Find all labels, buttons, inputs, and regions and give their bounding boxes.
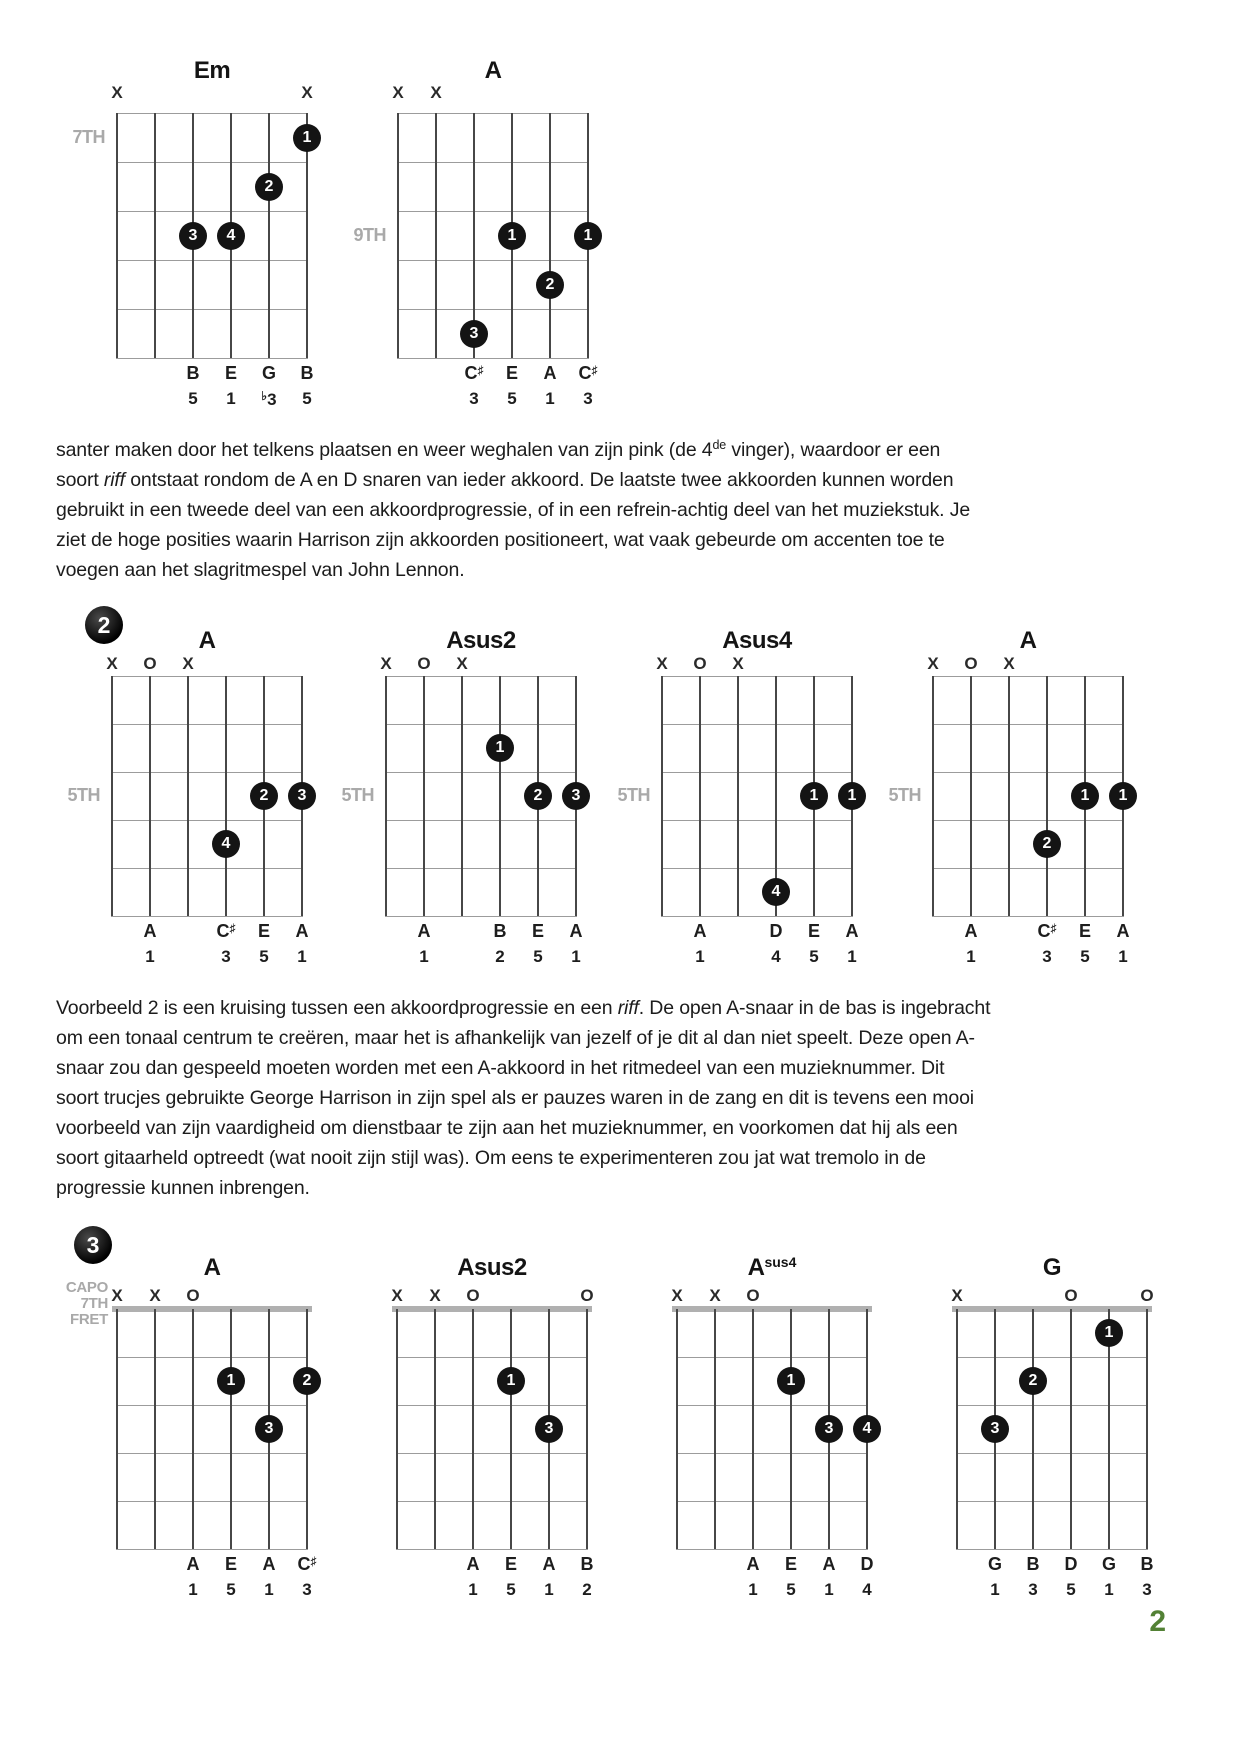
chord-title: A xyxy=(1019,627,1037,654)
fret-line xyxy=(116,1501,308,1502)
fret-position-label: 5TH xyxy=(888,785,921,805)
note-name: E xyxy=(807,921,820,941)
string-line xyxy=(306,1309,308,1549)
fret-line xyxy=(111,868,303,869)
interval-number: 5 xyxy=(507,389,517,408)
note-name: B xyxy=(300,363,314,383)
fret-line xyxy=(676,1405,868,1406)
finger-dot: 2 xyxy=(1019,1367,1047,1395)
fret-line xyxy=(676,1453,868,1454)
fret-line xyxy=(676,1549,868,1550)
interval-number: 5 xyxy=(786,1580,796,1599)
note-name: E xyxy=(784,1554,797,1574)
finger-dot: 1 xyxy=(574,222,602,250)
note-name: A xyxy=(1116,921,1130,941)
interval-number: 3 xyxy=(1042,947,1052,966)
fret-position-label: 9TH xyxy=(353,224,386,245)
interval-number: 5 xyxy=(1080,947,1090,966)
note-name: E xyxy=(224,1554,237,1574)
text-segment: riff xyxy=(103,469,125,491)
finger-dot: 3 xyxy=(288,782,316,810)
string-line xyxy=(737,676,739,916)
fret-line xyxy=(956,1357,1148,1358)
chord-title: A xyxy=(203,1254,221,1281)
fret-line xyxy=(396,1549,588,1550)
open-string-mark: O xyxy=(1140,1286,1154,1305)
fret-line xyxy=(116,1453,308,1454)
open-string-mark: O xyxy=(186,1286,200,1305)
string-line xyxy=(385,676,387,916)
finger-dot: 4 xyxy=(212,830,240,858)
note-name: A xyxy=(295,921,309,941)
string-line xyxy=(970,676,972,916)
note-name: A xyxy=(693,921,707,941)
fret-line xyxy=(385,724,577,725)
note-name: A xyxy=(186,1554,200,1574)
string-line xyxy=(187,676,189,916)
finger-dot: 2 xyxy=(1033,830,1061,858)
muted-string-mark: X xyxy=(429,1286,441,1305)
fret-position-label: 7TH xyxy=(72,126,105,147)
muted-string-mark: X xyxy=(456,654,468,673)
muted-string-mark: X xyxy=(149,1286,161,1305)
text-line xyxy=(56,465,970,495)
string-line xyxy=(154,113,156,358)
note-name: A xyxy=(417,921,431,941)
note-name: C♯ xyxy=(216,921,236,941)
note-name: A xyxy=(466,1554,480,1574)
text-line xyxy=(56,495,970,525)
note-name: A xyxy=(542,1554,556,1574)
text-segment: progressie kunnen inbrengen. xyxy=(56,1177,310,1199)
capo-bar xyxy=(392,1306,592,1312)
note-name: A xyxy=(569,921,583,941)
interval-number: 1 xyxy=(847,947,857,966)
muted-string-mark: X xyxy=(106,654,118,673)
muted-string-mark: X xyxy=(927,654,939,673)
fret-line xyxy=(397,162,589,163)
fret-line xyxy=(116,309,308,310)
finger-dot: 1 xyxy=(1095,1319,1123,1347)
muted-string-mark: X xyxy=(732,654,744,673)
interval-number: 5 xyxy=(533,947,543,966)
capo-bar xyxy=(952,1306,1152,1312)
string-line xyxy=(116,1309,118,1549)
interval-number: 4 xyxy=(771,947,781,966)
finger-dot: 2 xyxy=(536,271,564,299)
page-number: 2 xyxy=(1149,1605,1166,1638)
finger-dot: 1 xyxy=(777,1367,805,1395)
open-string-mark: O xyxy=(417,654,431,673)
fret-line xyxy=(116,113,308,114)
fret-line xyxy=(111,772,303,773)
open-string-mark: O xyxy=(964,654,978,673)
interval-number: 1 xyxy=(145,947,155,966)
note-name: G xyxy=(1101,1554,1116,1574)
fret-line xyxy=(385,820,577,821)
interval-number: 1 xyxy=(1104,1580,1114,1599)
finger-dot: 3 xyxy=(562,782,590,810)
fret-line xyxy=(396,1405,588,1406)
finger-dot: 1 xyxy=(217,1367,245,1395)
string-line xyxy=(790,1309,792,1549)
paragraph xyxy=(56,430,970,585)
text-segment: ontstaat rondom de A en D snaren van ieder akkoord. De laatste twee akkoorden kunnen worden xyxy=(124,469,954,491)
chord-title: Asus4 xyxy=(722,627,792,654)
string-line xyxy=(714,1309,716,1549)
fret-line xyxy=(396,1357,588,1358)
text-segment: voegen aan het slagritmespel van John Lennon. xyxy=(56,559,465,581)
interval-number: 3 xyxy=(469,389,479,408)
interval-number: 5 xyxy=(506,1580,516,1599)
note-name: B xyxy=(1140,1554,1154,1574)
fret-line xyxy=(932,724,1124,725)
fret-line xyxy=(956,1549,1148,1550)
text-segment: santer maken door het telkens plaatsen en weer weghalen van zijn pink (de 4 xyxy=(56,439,713,461)
muted-string-mark: X xyxy=(392,83,404,102)
string-line xyxy=(397,113,399,358)
string-line xyxy=(932,676,934,916)
note-name: G xyxy=(987,1554,1002,1574)
text-segment: riff xyxy=(617,997,639,1019)
text-segment: ziet de hoge posities waarin Harrison zijn akkoorden positioneert, wat vaak gebeurde om accenten toe te xyxy=(56,529,945,551)
interval-number: ♭3 xyxy=(261,389,277,409)
chord-title: Em xyxy=(193,57,231,84)
fret-line xyxy=(111,724,303,725)
finger-dot: 3 xyxy=(255,1415,283,1443)
text-segment: . De open A-snaar in de bas is ingebracht xyxy=(638,997,991,1019)
text-segment: soort xyxy=(56,469,104,491)
string-line xyxy=(149,676,151,916)
fret-line xyxy=(396,1501,588,1502)
string-line xyxy=(396,1309,398,1549)
finger-dot: 2 xyxy=(524,782,552,810)
note-name: E xyxy=(257,921,270,941)
chord-title: A xyxy=(484,57,502,84)
text-line xyxy=(56,1023,990,1053)
text-line xyxy=(56,1143,990,1173)
muted-string-mark: X xyxy=(709,1286,721,1305)
fret-line xyxy=(932,820,1124,821)
finger-dot: 2 xyxy=(250,782,278,810)
string-line xyxy=(549,113,551,358)
interval-number: 1 xyxy=(468,1580,478,1599)
string-line xyxy=(499,676,501,916)
interval-number: 3 xyxy=(583,389,593,408)
string-line xyxy=(154,1309,156,1549)
note-name: D xyxy=(1064,1554,1078,1574)
capo-bar xyxy=(112,1306,312,1312)
fret-line xyxy=(116,260,308,261)
finger-dot: 4 xyxy=(853,1415,881,1443)
string-line xyxy=(752,1309,754,1549)
string-line xyxy=(225,676,227,916)
finger-dot: 3 xyxy=(981,1415,1009,1443)
fret-line xyxy=(661,724,853,725)
fret-line xyxy=(932,916,1124,917)
fret-line xyxy=(676,1501,868,1502)
string-line xyxy=(435,113,437,358)
note-name: E xyxy=(504,1554,517,1574)
note-name: B xyxy=(186,363,200,383)
interval-number: 5 xyxy=(809,947,819,966)
note-name: G xyxy=(261,363,276,383)
interval-number: 1 xyxy=(990,1580,1000,1599)
note-name: B xyxy=(580,1554,594,1574)
text-segment: soort trucjes gebruikte George Harrison in zijn spel als er pauzes waren in de zang en dit is tevens een mooi xyxy=(56,1087,974,1109)
fret-line xyxy=(396,1453,588,1454)
note-name: C♯ xyxy=(1037,921,1057,941)
note-name: D xyxy=(769,921,783,941)
note-name: A xyxy=(822,1554,836,1574)
note-name: D xyxy=(860,1554,874,1574)
text-segment: om een tonaal centrum te creëren, maar het is afhankelijk van jezelf of je dit al dan niet speelt. Deze open A- xyxy=(56,1027,975,1049)
finger-dot: 1 xyxy=(800,782,828,810)
note-name: C♯ xyxy=(578,363,598,383)
note-name: A xyxy=(543,363,557,383)
fret-line xyxy=(661,820,853,821)
finger-dot: 2 xyxy=(293,1367,321,1395)
note-name: A xyxy=(845,921,859,941)
fret-line xyxy=(661,676,853,677)
interval-number: 5 xyxy=(1066,1580,1076,1599)
fret-line xyxy=(661,916,853,917)
fret-line xyxy=(116,1357,308,1358)
string-line xyxy=(1146,1309,1148,1549)
example-badge: 3 xyxy=(74,1226,112,1264)
string-line xyxy=(1046,676,1048,916)
muted-string-mark: X xyxy=(380,654,392,673)
open-string-mark: O xyxy=(746,1286,760,1305)
string-line xyxy=(510,1309,512,1549)
interval-number: 1 xyxy=(1118,947,1128,966)
interval-number: 3 xyxy=(302,1580,312,1599)
note-name: E xyxy=(224,363,237,383)
interval-number: 1 xyxy=(297,947,307,966)
string-line xyxy=(472,1309,474,1549)
fret-line xyxy=(661,868,853,869)
fret-position-label: 5TH xyxy=(617,785,650,805)
fret-line xyxy=(116,211,308,212)
fret-line xyxy=(397,260,589,261)
muted-string-mark: X xyxy=(951,1286,963,1305)
finger-dot: 3 xyxy=(460,320,488,348)
string-line xyxy=(661,676,663,916)
fret-line xyxy=(385,916,577,917)
interval-number: 3 xyxy=(1028,1580,1038,1599)
open-string-mark: O xyxy=(580,1286,594,1305)
finger-dot: 1 xyxy=(293,124,321,152)
fret-line xyxy=(932,868,1124,869)
text-line xyxy=(56,1053,990,1083)
text-segment: soort gitaarheld optreedt (wat nooit zijn stijl was). Om eens te experimenteren zou jat wat tremolo in de xyxy=(56,1147,926,1169)
interval-number: 1 xyxy=(571,947,581,966)
finger-dot: 4 xyxy=(217,222,245,250)
string-line xyxy=(268,113,270,358)
chord-title: Asus2 xyxy=(446,627,516,654)
fret-line xyxy=(397,211,589,212)
string-line xyxy=(586,1309,588,1549)
fret-line xyxy=(956,1405,1148,1406)
interval-number: 1 xyxy=(966,947,976,966)
finger-dot: 1 xyxy=(1109,782,1137,810)
note-name: A xyxy=(143,921,157,941)
text-line xyxy=(56,555,970,585)
muted-string-mark: X xyxy=(430,83,442,102)
muted-string-mark: X xyxy=(111,83,123,102)
string-line xyxy=(192,1309,194,1549)
string-line xyxy=(423,676,425,916)
fret-line xyxy=(397,113,589,114)
fret-line xyxy=(116,1405,308,1406)
interval-number: 2 xyxy=(495,947,505,966)
interval-number: 5 xyxy=(259,947,269,966)
open-string-mark: O xyxy=(143,654,157,673)
string-line xyxy=(230,1309,232,1549)
note-name: B xyxy=(1026,1554,1040,1574)
note-name: C♯ xyxy=(297,1554,317,1574)
open-string-mark: O xyxy=(693,654,707,673)
paragraph xyxy=(56,993,990,1203)
fret-line xyxy=(385,676,577,677)
chord-title: Asus2 xyxy=(457,1254,527,1281)
muted-string-mark: X xyxy=(182,654,194,673)
string-line xyxy=(111,676,113,916)
finger-dot: 1 xyxy=(1071,782,1099,810)
interval-number: 1 xyxy=(695,947,705,966)
note-name: A xyxy=(746,1554,760,1574)
fret-position-label: 5TH xyxy=(341,785,374,805)
note-name: A xyxy=(964,921,978,941)
text-segment: Voorbeeld 2 is een kruising tussen een akkoordprogressie en een xyxy=(56,997,618,1019)
finger-dot: 1 xyxy=(486,734,514,762)
chord-title: G xyxy=(1042,1254,1062,1281)
text-line xyxy=(56,1113,990,1143)
chord-title: A xyxy=(198,627,216,654)
interval-number: 1 xyxy=(748,1580,758,1599)
fret-line xyxy=(111,820,303,821)
interval-number: 1 xyxy=(824,1580,834,1599)
interval-number: 1 xyxy=(188,1580,198,1599)
string-line xyxy=(1008,676,1010,916)
capo-bar xyxy=(672,1306,872,1312)
interval-number: 3 xyxy=(1142,1580,1152,1599)
fret-line xyxy=(932,676,1124,677)
interval-number: 4 xyxy=(862,1580,872,1599)
note-name: B xyxy=(493,921,507,941)
text-line xyxy=(56,430,970,465)
string-line xyxy=(676,1309,678,1549)
text-line xyxy=(56,993,990,1023)
string-line xyxy=(699,676,701,916)
fret-line xyxy=(397,358,589,359)
fret-line xyxy=(385,772,577,773)
fret-position-label: 5TH xyxy=(67,785,100,805)
fret-line xyxy=(116,358,308,359)
string-line xyxy=(1070,1309,1072,1549)
text-line xyxy=(56,525,970,555)
muted-string-mark: X xyxy=(301,83,313,102)
interval-number: 1 xyxy=(264,1580,274,1599)
text-segment: voorbeeld van zijn vaardigheid om dienstbaar te zijn aan het muzieknummer, en voorkomen dat hij als een xyxy=(56,1117,958,1139)
fret-line xyxy=(932,772,1124,773)
fret-line xyxy=(111,916,303,917)
note-name: A xyxy=(262,1554,276,1574)
interval-number: 3 xyxy=(221,947,231,966)
interval-number: 5 xyxy=(226,1580,236,1599)
example-badge: 2 xyxy=(85,606,123,644)
open-string-mark: O xyxy=(466,1286,480,1305)
interval-number: 2 xyxy=(582,1580,592,1599)
note-name: E xyxy=(505,363,518,383)
interval-number: 1 xyxy=(544,1580,554,1599)
finger-dot: 1 xyxy=(838,782,866,810)
capo-fret-label: CAPO 7TH FRET xyxy=(65,1279,108,1328)
string-line xyxy=(434,1309,436,1549)
fret-line xyxy=(397,309,589,310)
fret-line xyxy=(111,676,303,677)
interval-number: 5 xyxy=(188,389,198,408)
interval-number: 1 xyxy=(226,389,236,408)
muted-string-mark: X xyxy=(1003,654,1015,673)
note-name: E xyxy=(1078,921,1091,941)
text-segment: snaar zou dan gespeeld moeten worden met een A-akkoord in het ritmedeel van een muzieknummer. Dit xyxy=(56,1057,945,1079)
finger-dot: 3 xyxy=(535,1415,563,1443)
fret-line xyxy=(661,772,853,773)
finger-dot: 3 xyxy=(815,1415,843,1443)
finger-dot: 1 xyxy=(497,1367,525,1395)
open-string-mark: O xyxy=(1064,1286,1078,1305)
note-name: E xyxy=(531,921,544,941)
fret-line xyxy=(956,1453,1148,1454)
interval-number: 5 xyxy=(302,389,312,408)
fret-line xyxy=(116,1549,308,1550)
chord-title: $A^{sus4}$ xyxy=(747,1254,797,1281)
finger-dot: 1 xyxy=(498,222,526,250)
fret-line xyxy=(956,1501,1148,1502)
finger-dot: 3 xyxy=(179,222,207,250)
string-line xyxy=(956,1309,958,1549)
string-line xyxy=(461,676,463,916)
muted-string-mark: X xyxy=(111,1286,123,1305)
text-line xyxy=(56,1083,990,1113)
muted-string-mark: X xyxy=(391,1286,403,1305)
interval-number: 1 xyxy=(545,389,555,408)
text-segment: de xyxy=(712,438,727,452)
string-line xyxy=(116,113,118,358)
interval-number: 1 xyxy=(419,947,429,966)
fret-line xyxy=(385,868,577,869)
text-segment: vinger), waardoor er een xyxy=(726,439,941,461)
muted-string-mark: X xyxy=(656,654,668,673)
finger-dot: 4 xyxy=(762,878,790,906)
text-segment: gebruikt in een tweede deel van een akkoordprogressie, of in een refrein-achtig deel van het muziekstuk. Je xyxy=(56,499,971,521)
muted-string-mark: X xyxy=(671,1286,683,1305)
fret-line xyxy=(116,162,308,163)
text-line xyxy=(56,1173,990,1203)
fret-line xyxy=(676,1357,868,1358)
note-name: C♯ xyxy=(464,363,484,383)
string-line xyxy=(1032,1309,1034,1549)
finger-dot: 2 xyxy=(255,173,283,201)
